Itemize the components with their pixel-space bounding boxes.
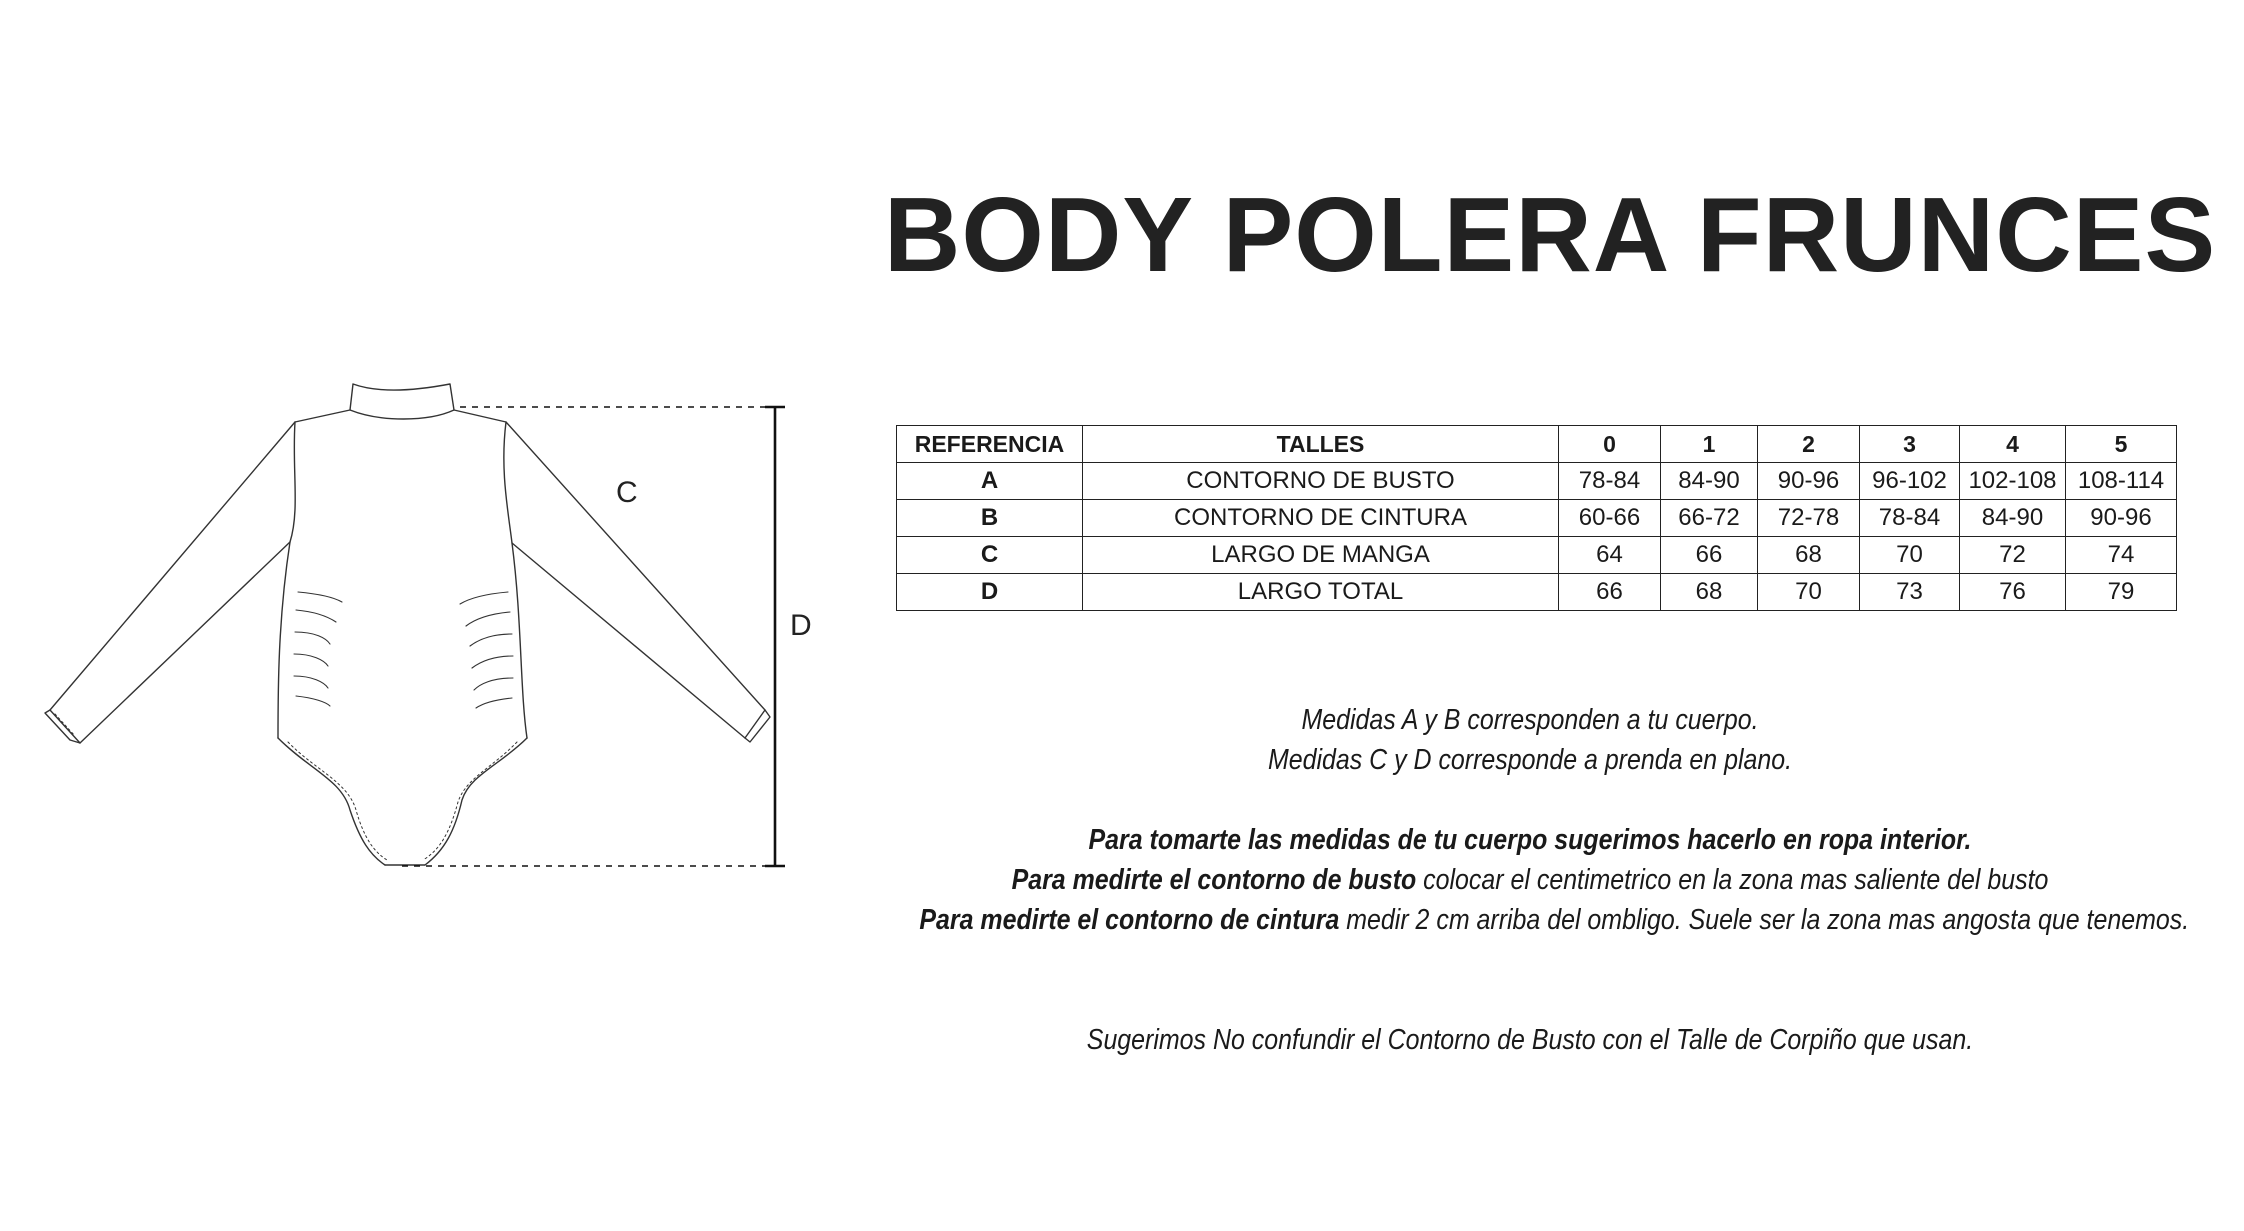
table-cell: 70 — [1758, 574, 1860, 611]
header-size-4: 4 — [1960, 426, 2066, 463]
collar-outline — [350, 384, 454, 419]
table-cell: 72-78 — [1758, 500, 1860, 537]
note-line-5-rest: medir 2 cm arriba del ombligo. Suele ser la zona mas angosta que tenemos. — [1339, 904, 2190, 936]
header-size-3: 3 — [1860, 426, 1960, 463]
table-cell: 76 — [1960, 574, 2066, 611]
table-cell: 66 — [1661, 537, 1758, 574]
header-size-1: 1 — [1661, 426, 1758, 463]
table-cell: 66 — [1559, 574, 1661, 611]
right-cuff — [745, 710, 770, 742]
table-cell: 73 — [1860, 574, 1960, 611]
right-side-outline — [504, 422, 527, 738]
header-size-5: 5 — [2066, 426, 2177, 463]
size-chart-table — [896, 425, 2177, 611]
note-line-1: Medidas A y B corresponden a tu cuerpo. — [1301, 704, 1759, 736]
row-measure-name: CONTORNO DE BUSTO — [1083, 463, 1559, 500]
note-line-4-bold: Para medirte el contorno de busto — [1011, 864, 1417, 896]
note-line-6: Sugerimos No confundir el Contorno de Busto con el Talle de Corpiño que usan. — [1086, 1024, 1974, 1056]
table-cell: 64 — [1559, 537, 1661, 574]
right-sleeve-outline — [454, 410, 765, 738]
table-row — [897, 574, 2177, 611]
header-referencia: REFERENCIA — [897, 426, 1083, 463]
table-cell: 90-96 — [1758, 463, 1860, 500]
row-measure-name: LARGO TOTAL — [1083, 574, 1559, 611]
page-title: BODY POLERA FRUNCES — [883, 176, 2217, 294]
row-ref: D — [897, 574, 1083, 611]
right-ruching — [460, 592, 513, 708]
row-measure-name: CONTORNO DE CINTURA — [1083, 500, 1559, 537]
right-leg-stitch — [423, 742, 517, 860]
table-row — [897, 463, 2177, 500]
bodysuit-drawing — [30, 370, 820, 890]
table-cell: 102-108 — [1960, 463, 2066, 500]
left-sleeve-outline — [50, 410, 350, 743]
table-cell: 84-90 — [1661, 463, 1758, 500]
header-size-2: 2 — [1758, 426, 1860, 463]
table-cell: 60-66 — [1559, 500, 1661, 537]
table-cell: 78-84 — [1559, 463, 1661, 500]
left-leg-opening — [278, 738, 385, 865]
garment-technical-sketch — [30, 370, 820, 890]
table-cell: 68 — [1758, 537, 1860, 574]
header-talles: TALLES — [1083, 426, 1559, 463]
header-size-0: 0 — [1559, 426, 1661, 463]
label-d: D — [790, 609, 812, 642]
table-cell: 68 — [1661, 574, 1758, 611]
table-cell: 66-72 — [1661, 500, 1758, 537]
table-cell: 74 — [2066, 537, 2177, 574]
row-ref: C — [897, 537, 1083, 574]
table-cell: 78-84 — [1860, 500, 1960, 537]
table-cell: 108-114 — [2066, 463, 2177, 500]
table-cell: 72 — [1960, 537, 2066, 574]
note-line-5 — [919, 900, 2190, 940]
note-line-3-bold: Para tomarte las medidas de tu cuerpo sugerimos hacerlo en ropa interior. — [1088, 824, 1972, 856]
note-line-3 — [919, 820, 2140, 860]
row-ref: B — [897, 500, 1083, 537]
table-cell: 70 — [1860, 537, 1960, 574]
table-cell: 79 — [2066, 574, 2177, 611]
measurement-notes — [820, 700, 2240, 1060]
table-header-row — [897, 426, 2177, 463]
left-ruching — [294, 592, 342, 706]
note-line-5-bold: Para medirte el contorno de cintura — [919, 904, 1340, 936]
table-row — [897, 500, 2177, 537]
row-ref: A — [897, 463, 1083, 500]
table-row — [897, 537, 2177, 574]
right-leg-opening — [425, 738, 527, 865]
left-cuff-stitch — [55, 714, 75, 736]
table-cell: 84-90 — [1960, 500, 2066, 537]
left-side-outline — [278, 422, 295, 738]
note-line-4 — [919, 860, 2140, 900]
label-c: C — [616, 476, 638, 509]
table-cell: 96-102 — [1860, 463, 1960, 500]
row-measure-name: LARGO DE MANGA — [1083, 537, 1559, 574]
note-line-2: Medidas C y D corresponde a prenda en plano. — [1267, 744, 1793, 776]
note-line-4-rest: colocar el centimetrico en la zona mas saliente del busto — [1416, 864, 2049, 896]
table-cell: 90-96 — [2066, 500, 2177, 537]
